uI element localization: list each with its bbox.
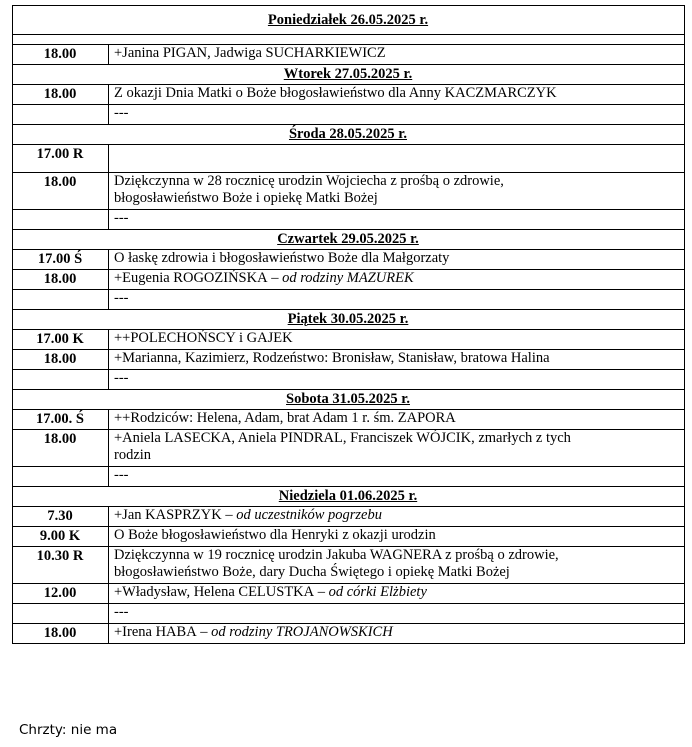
intention-text: --- bbox=[114, 290, 129, 306]
day-header-row bbox=[13, 6, 685, 35]
mass-time bbox=[13, 507, 109, 527]
mass-time-text: 18.00 bbox=[43, 625, 77, 641]
intention-line bbox=[114, 290, 678, 307]
mass-intention bbox=[109, 584, 685, 604]
intention-text: --- bbox=[114, 370, 129, 386]
mass-row bbox=[13, 250, 685, 270]
day-header: Wtorek 27.05.2025 r. bbox=[13, 65, 685, 85]
mass-time bbox=[13, 350, 109, 370]
intention-line bbox=[114, 624, 678, 641]
intention-line bbox=[114, 564, 678, 581]
mass-time bbox=[13, 105, 109, 125]
mass-time bbox=[13, 145, 109, 173]
mass-time bbox=[13, 290, 109, 310]
intention-text: +Janina PIGAN, Jadwiga SUCHARKIEWICZ bbox=[114, 45, 386, 61]
mass-time bbox=[13, 270, 109, 290]
intention-line bbox=[114, 85, 678, 102]
intention-text: --- bbox=[114, 604, 129, 620]
mass-time-text: 18.00 bbox=[43, 271, 77, 287]
mass-intention bbox=[109, 330, 685, 350]
mass-intention bbox=[109, 410, 685, 430]
mass-time-text: 18.00 bbox=[43, 86, 77, 102]
mass-row bbox=[13, 410, 685, 430]
intention-text: --- bbox=[114, 467, 129, 483]
intention-line bbox=[114, 250, 678, 267]
mass-time bbox=[13, 467, 109, 487]
mass-intention bbox=[109, 527, 685, 547]
mass-row bbox=[13, 547, 685, 584]
mass-row bbox=[13, 527, 685, 547]
mass-row bbox=[13, 105, 685, 125]
mass-intention bbox=[109, 270, 685, 290]
mass-time bbox=[13, 330, 109, 350]
intention-text: +Eugenia ROGOZIŃSKA bbox=[114, 270, 268, 286]
day-header-row bbox=[13, 230, 685, 250]
intention-dedication: – od rodziny TROJANOWSKICH bbox=[196, 624, 393, 640]
mass-row bbox=[13, 173, 685, 210]
intention-line bbox=[114, 210, 678, 227]
day-header: Sobota 31.05.2025 r. bbox=[13, 390, 685, 410]
mass-time bbox=[13, 370, 109, 390]
intention-text: rodzin bbox=[114, 447, 152, 463]
intention-text: ++Rodziców: Helena, Adam, brat Adam 1 r. śm. ZAPORA bbox=[114, 410, 456, 426]
intention-text: --- bbox=[114, 105, 129, 121]
mass-intention bbox=[109, 467, 685, 487]
intention-text: Dziękczynna w 19 rocznicę urodzin Jakuba WAGNERA z prośbą o zdrowie, bbox=[114, 547, 559, 563]
mass-intention bbox=[109, 350, 685, 370]
day-header-row bbox=[13, 310, 685, 330]
intention-text: O Boże błogosławieństwo dla Henryki z okazji urodzin bbox=[114, 527, 436, 543]
mass-row bbox=[13, 604, 685, 624]
mass-time-text bbox=[18, 467, 102, 468]
intention-line bbox=[114, 370, 678, 387]
mass-time-text: 7.30 bbox=[47, 508, 73, 524]
mass-intention bbox=[109, 430, 685, 467]
intention-line bbox=[114, 190, 678, 207]
spacer-row bbox=[13, 35, 685, 45]
intention-line bbox=[114, 410, 678, 427]
mass-row bbox=[13, 330, 685, 350]
day-header: Środa 28.05.2025 r. bbox=[13, 125, 685, 145]
mass-intention bbox=[109, 45, 685, 65]
mass-time-text: 18.00 bbox=[43, 351, 77, 367]
mass-intention bbox=[109, 507, 685, 527]
mass-row bbox=[13, 430, 685, 467]
day-header: Poniedziałek 26.05.2025 r. bbox=[13, 6, 685, 35]
mass-intention bbox=[109, 624, 685, 644]
intention-text: +Irena HABA bbox=[114, 624, 197, 640]
day-header: Piątek 30.05.2025 r. bbox=[13, 310, 685, 330]
intention-dedication: – od rodziny MAZUREK bbox=[267, 270, 414, 286]
mass-time-text: 18.00 bbox=[43, 46, 77, 62]
mass-row bbox=[13, 45, 685, 65]
mass-time-text bbox=[18, 105, 102, 106]
intention-text: błogosławieństwo Boże, dary Ducha Świętego i opiekę Matki Bożej bbox=[114, 564, 510, 580]
intention-line bbox=[114, 45, 678, 62]
mass-time-text: 17.00 R bbox=[36, 146, 84, 162]
mass-time-text: 17.00 K bbox=[36, 331, 84, 347]
intention-line bbox=[114, 350, 678, 367]
mass-time bbox=[13, 584, 109, 604]
mass-row bbox=[13, 584, 685, 604]
mass-time-text bbox=[18, 604, 102, 605]
mass-intention bbox=[109, 85, 685, 105]
mass-schedule bbox=[12, 5, 685, 644]
mass-row bbox=[13, 85, 685, 105]
mass-row bbox=[13, 467, 685, 487]
intention-text: --- bbox=[114, 210, 129, 226]
baptisms-note: Chrzty: nie ma bbox=[19, 722, 118, 738]
intention-text: +Władysław, Helena CELUSTKA bbox=[114, 584, 315, 600]
mass-time bbox=[13, 604, 109, 624]
mass-schedule-table bbox=[12, 5, 685, 644]
mass-time-text bbox=[18, 210, 102, 211]
intention-dedication: – od córki Elżbiety bbox=[314, 584, 427, 600]
mass-time bbox=[13, 527, 109, 547]
mass-row bbox=[13, 624, 685, 644]
mass-time bbox=[13, 85, 109, 105]
intention-line bbox=[114, 430, 678, 447]
mass-intention bbox=[109, 547, 685, 584]
mass-time bbox=[13, 547, 109, 584]
mass-intention bbox=[109, 370, 685, 390]
mass-row bbox=[13, 210, 685, 230]
intention-text: Dziękczynna w 28 rocznicę urodzin Wojciecha z prośbą o zdrowie, bbox=[114, 173, 504, 189]
mass-time bbox=[13, 173, 109, 210]
intention-text: Z okazji Dnia Matki o Boże błogosławieństwo dla Anny KACZMARCZYK bbox=[114, 85, 557, 101]
mass-time-text: 18.00 bbox=[43, 174, 77, 190]
intention-text: ++POLECHOŃSCY i GAJEK bbox=[114, 330, 293, 346]
mass-time bbox=[13, 410, 109, 430]
day-header-row bbox=[13, 125, 685, 145]
mass-time-text: 12.00 bbox=[43, 585, 77, 601]
intention-line bbox=[114, 584, 678, 601]
mass-intention bbox=[109, 210, 685, 230]
intention-line bbox=[114, 547, 678, 564]
mass-time-text: 10.30 R bbox=[36, 548, 84, 564]
day-header-row bbox=[13, 487, 685, 507]
mass-row bbox=[13, 350, 685, 370]
mass-time bbox=[13, 430, 109, 467]
mass-time-text: 9.00 K bbox=[39, 528, 81, 544]
intention-line bbox=[114, 527, 678, 544]
day-header-row bbox=[13, 65, 685, 85]
intention-line bbox=[114, 270, 678, 287]
intention-line bbox=[114, 105, 678, 122]
intention-line bbox=[114, 173, 678, 190]
mass-intention bbox=[109, 250, 685, 270]
mass-time-text: 18.00 bbox=[43, 431, 77, 447]
intention-text: +Jan KASPRZYK bbox=[114, 507, 222, 523]
mass-time-text bbox=[18, 290, 102, 291]
day-header: Czwartek 29.05.2025 r. bbox=[13, 230, 685, 250]
intention-text: +Aniela LASECKA, Aniela PINDRAL, Franciszek WÓJCIK, zmarłych z tych bbox=[114, 430, 571, 446]
mass-intention bbox=[109, 173, 685, 210]
mass-time bbox=[13, 250, 109, 270]
mass-row bbox=[13, 145, 685, 173]
mass-time-text: 17.00 Ś bbox=[37, 251, 83, 267]
intention-dedication: – od uczestników pogrzebu bbox=[221, 507, 382, 523]
intention-line bbox=[114, 604, 678, 621]
mass-time bbox=[13, 45, 109, 65]
intention-line bbox=[114, 507, 678, 524]
intention-text: O łaskę zdrowia i błogosławieństwo Boże dla Małgorzaty bbox=[114, 250, 450, 266]
mass-time-text bbox=[18, 370, 102, 371]
intention-line bbox=[114, 447, 678, 464]
mass-row bbox=[13, 370, 685, 390]
intention-text: błogosławieństwo Boże i opiekę Matki Bożej bbox=[114, 190, 378, 206]
day-header-row bbox=[13, 390, 685, 410]
mass-row bbox=[13, 290, 685, 310]
intention-text: +Marianna, Kazimierz, Rodzeństwo: Bronisław, Stanisław, bratowa Halina bbox=[114, 350, 550, 366]
mass-row bbox=[13, 507, 685, 527]
mass-intention bbox=[109, 145, 685, 173]
mass-intention bbox=[109, 105, 685, 125]
mass-intention bbox=[109, 604, 685, 624]
mass-time-text: 17.00. Ś bbox=[36, 411, 84, 427]
mass-intention bbox=[109, 290, 685, 310]
day-header: Niedziela 01.06.2025 r. bbox=[13, 487, 685, 507]
intention-line bbox=[114, 330, 678, 347]
intention-line bbox=[114, 467, 678, 484]
spacer-cell bbox=[13, 35, 685, 45]
mass-time bbox=[13, 210, 109, 230]
mass-time bbox=[13, 624, 109, 644]
mass-row bbox=[13, 270, 685, 290]
